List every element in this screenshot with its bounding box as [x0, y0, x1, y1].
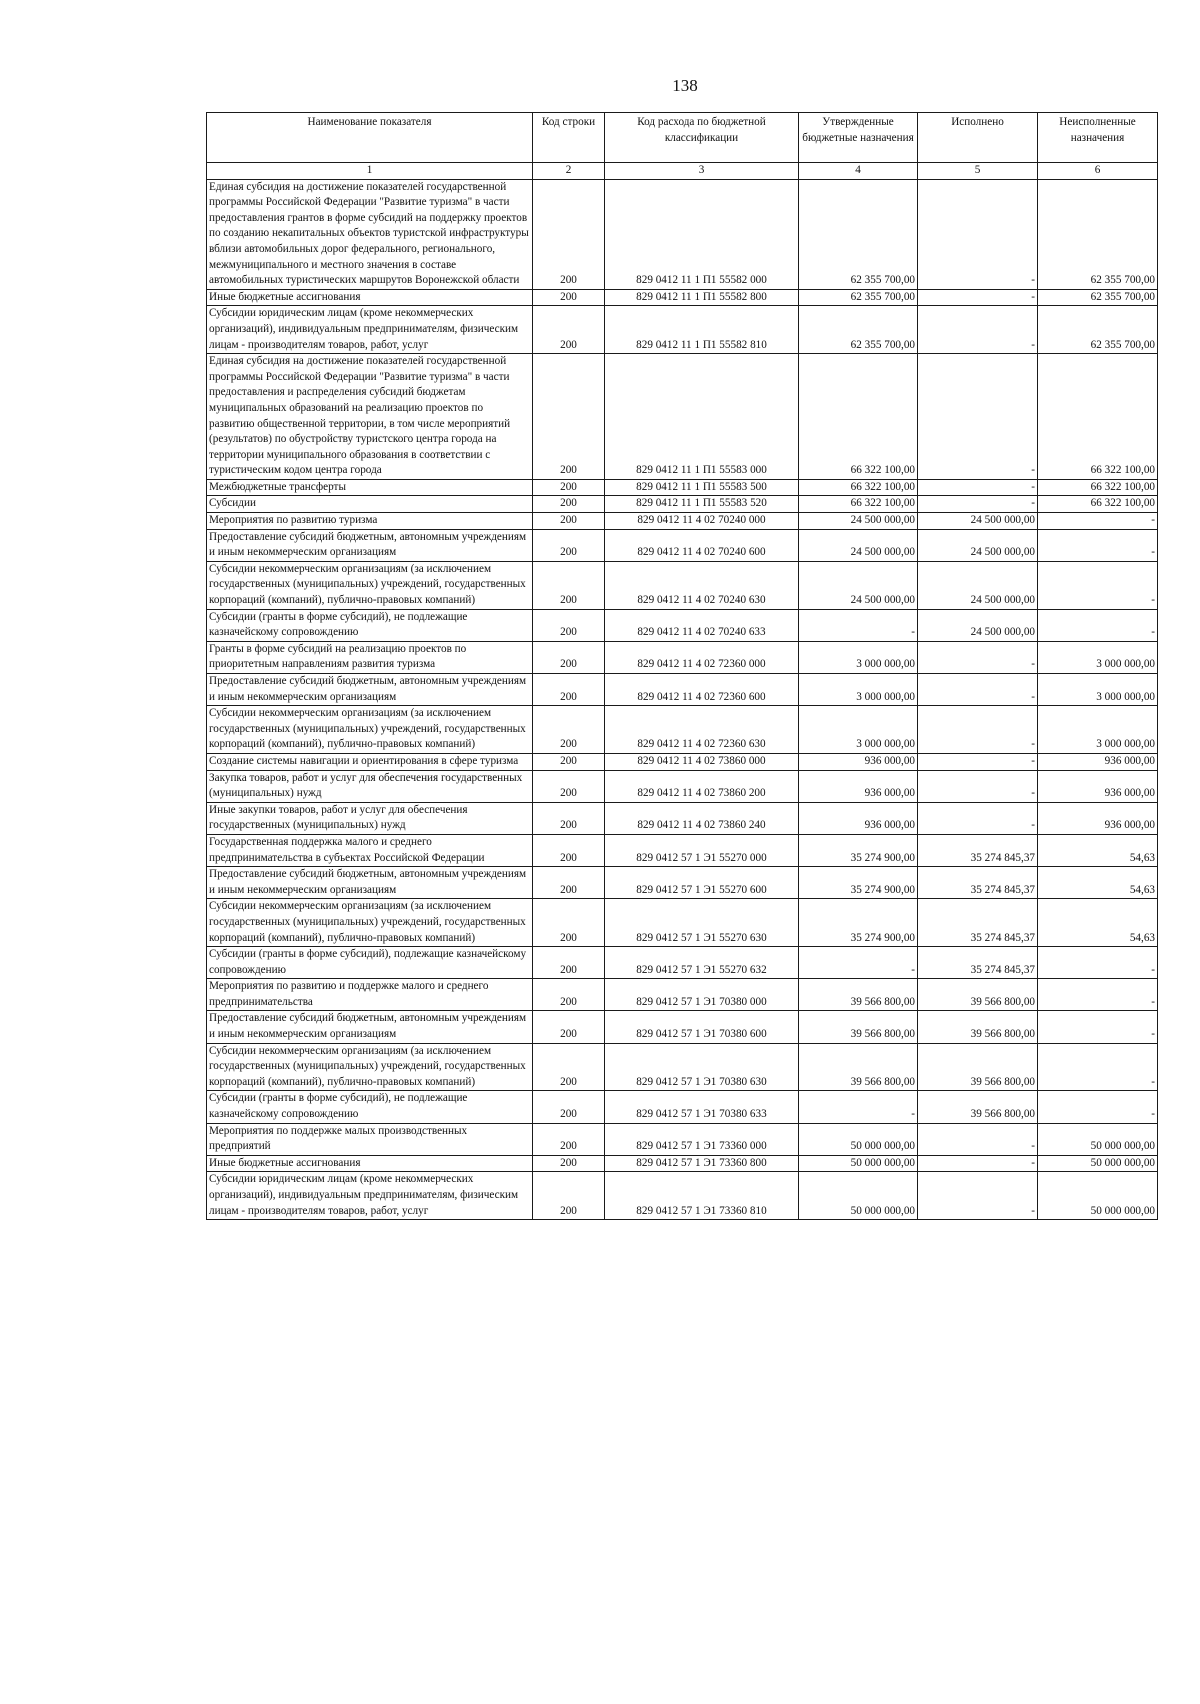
row-line-code-cell: 200	[533, 529, 605, 561]
row-approved-cell: 24 500 000,00	[799, 513, 918, 530]
row-line-code-cell: 200	[533, 770, 605, 802]
row-name-cell: Субсидии (гранты в форме субсидий), не подлежащие казначейскому сопровождению	[207, 1091, 533, 1123]
row-line-code-cell: 200	[533, 561, 605, 609]
row-line-code-cell: 200	[533, 674, 605, 706]
table-row	[207, 1155, 1158, 1172]
header-col-number: 2	[533, 163, 605, 180]
row-line-code-cell: 200	[533, 306, 605, 354]
row-unexecuted-cell: 936 000,00	[1038, 802, 1158, 834]
row-executed-cell: -	[918, 706, 1038, 754]
row-unexecuted-cell: 54,63	[1038, 834, 1158, 866]
row-unexecuted-cell: -	[1038, 609, 1158, 641]
row-unexecuted-cell: -	[1038, 513, 1158, 530]
table-row	[207, 1091, 1158, 1123]
header-indicator-name: Наименование показателя	[207, 113, 533, 163]
row-name-cell: Предоставление субсидий бюджетным, автономным учреждениям и иным некоммерческим организациям	[207, 529, 533, 561]
header-unexecuted: Неисполненные назначения	[1038, 113, 1158, 163]
row-line-code-cell: 200	[533, 641, 605, 673]
table-row	[207, 1043, 1158, 1091]
row-approved-cell: -	[799, 947, 918, 979]
table-row	[207, 947, 1158, 979]
table-row	[207, 529, 1158, 561]
row-approved-cell: -	[799, 1091, 918, 1123]
row-name-cell: Предоставление субсидий бюджетным, автономным учреждениям и иным некоммерческим организациям	[207, 867, 533, 899]
row-unexecuted-cell: 66 322 100,00	[1038, 479, 1158, 496]
row-approved-cell: 66 322 100,00	[799, 479, 918, 496]
row-executed-cell: 24 500 000,00	[918, 561, 1038, 609]
row-unexecuted-cell: -	[1038, 561, 1158, 609]
row-approved-cell: 50 000 000,00	[799, 1172, 918, 1220]
table-row	[207, 513, 1158, 530]
row-budget-code-cell: 829 0412 11 1 П1 55582 810	[605, 306, 799, 354]
row-name-cell: Гранты в форме субсидий на реализацию проектов по приоритетным направлениям развития туризма	[207, 641, 533, 673]
row-name-cell: Субсидии (гранты в форме субсидий), подлежащие казначейскому сопровождению	[207, 947, 533, 979]
row-name-cell: Иные закупки товаров, работ и услуг для обеспечения государственных (муниципальных) нужд	[207, 802, 533, 834]
row-line-code-cell: 200	[533, 867, 605, 899]
row-approved-cell: 3 000 000,00	[799, 641, 918, 673]
row-name-cell: Единая субсидия на достижение показателей государственной программы Российской Федерации "Развитие туризма" в части предоставления и распределения субсидий бюджетам муниципальных образований на реализацию проектов по развитию общественной территории, в том числе мероприятий (результатов) по обустройству туристского центра города на территории муниципального образования в соответствии с туристическим кодом центра города	[207, 354, 533, 480]
row-executed-cell: 35 274 845,37	[918, 947, 1038, 979]
row-name-cell: Межбюджетные трансферты	[207, 479, 533, 496]
row-unexecuted-cell: -	[1038, 1043, 1158, 1091]
row-budget-code-cell: 829 0412 57 1 Э1 55270 630	[605, 899, 799, 947]
row-unexecuted-cell: 62 355 700,00	[1038, 179, 1158, 289]
row-executed-cell: -	[918, 354, 1038, 480]
table-row	[207, 496, 1158, 513]
row-executed-cell: 39 566 800,00	[918, 1091, 1038, 1123]
row-approved-cell: -	[799, 609, 918, 641]
row-unexecuted-cell: 50 000 000,00	[1038, 1155, 1158, 1172]
row-budget-code-cell: 829 0412 57 1 Э1 70380 600	[605, 1011, 799, 1043]
header-approved: Утвержденные бюджетные назначения	[799, 113, 918, 163]
row-approved-cell: 35 274 900,00	[799, 899, 918, 947]
row-line-code-cell: 200	[533, 1172, 605, 1220]
row-approved-cell: 62 355 700,00	[799, 306, 918, 354]
row-unexecuted-cell: -	[1038, 529, 1158, 561]
row-approved-cell: 24 500 000,00	[799, 561, 918, 609]
row-budget-code-cell: 829 0412 11 1 П1 55582 800	[605, 289, 799, 306]
row-approved-cell: 50 000 000,00	[799, 1123, 918, 1155]
row-executed-cell: -	[918, 289, 1038, 306]
row-name-cell: Мероприятия по развитию и поддержке малого и среднего предпринимательства	[207, 979, 533, 1011]
page-number: 138	[672, 76, 698, 95]
row-line-code-cell: 200	[533, 179, 605, 289]
row-executed-cell: -	[918, 641, 1038, 673]
row-budget-code-cell: 829 0412 11 4 02 72360 630	[605, 706, 799, 754]
row-budget-code-cell: 829 0412 57 1 Э1 70380 633	[605, 1091, 799, 1123]
header-budget-code: Код расхода по бюджетной классификации	[605, 113, 799, 163]
row-unexecuted-cell: 50 000 000,00	[1038, 1172, 1158, 1220]
table-row	[207, 834, 1158, 866]
row-executed-cell: 24 500 000,00	[918, 513, 1038, 530]
row-line-code-cell: 200	[533, 609, 605, 641]
row-budget-code-cell: 829 0412 11 4 02 73860 200	[605, 770, 799, 802]
row-budget-code-cell: 829 0412 11 4 02 73860 240	[605, 802, 799, 834]
row-budget-code-cell: 829 0412 11 1 П1 55583 520	[605, 496, 799, 513]
row-budget-code-cell: 829 0412 11 4 02 72360 600	[605, 674, 799, 706]
row-executed-cell: -	[918, 1172, 1038, 1220]
table-row	[207, 802, 1158, 834]
row-name-cell: Мероприятия по поддержке малых производственных предприятий	[207, 1123, 533, 1155]
row-line-code-cell: 200	[533, 1011, 605, 1043]
row-unexecuted-cell: 50 000 000,00	[1038, 1123, 1158, 1155]
row-approved-cell: 66 322 100,00	[799, 496, 918, 513]
row-executed-cell: 35 274 845,37	[918, 899, 1038, 947]
row-approved-cell: 936 000,00	[799, 753, 918, 770]
row-unexecuted-cell: 62 355 700,00	[1038, 289, 1158, 306]
row-line-code-cell: 200	[533, 899, 605, 947]
row-approved-cell: 66 322 100,00	[799, 354, 918, 480]
row-executed-cell: 39 566 800,00	[918, 1043, 1038, 1091]
row-name-cell: Единая субсидия на достижение показателей государственной программы Российской Федерации "Развитие туризма" в части предоставления грантов в форме субсидий на поддержку проектов по созданию некапитальных объектов туристской инфраструктуры вблизи автомобильных дорог федерального, регионального, межмуниципального и местного значения в составе автомобильных туристических маршрутов Воронежской области	[207, 179, 533, 289]
row-name-cell: Субсидии юридическим лицам (кроме некоммерческих организаций), индивидуальным предпринимателям, физическим лицам - производителям товаров, работ, услуг	[207, 1172, 533, 1220]
row-executed-cell: -	[918, 496, 1038, 513]
row-line-code-cell: 200	[533, 354, 605, 480]
row-unexecuted-cell: 936 000,00	[1038, 753, 1158, 770]
table-row	[207, 979, 1158, 1011]
table-row	[207, 753, 1158, 770]
row-line-code-cell: 200	[533, 1123, 605, 1155]
row-line-code-cell: 200	[533, 479, 605, 496]
table-row	[207, 179, 1158, 289]
row-name-cell: Закупка товаров, работ и услуг для обеспечения государственных (муниципальных) нужд	[207, 770, 533, 802]
row-approved-cell: 39 566 800,00	[799, 1011, 918, 1043]
table-row	[207, 706, 1158, 754]
row-executed-cell: -	[918, 1155, 1038, 1172]
row-name-cell: Иные бюджетные ассигнования	[207, 289, 533, 306]
row-budget-code-cell: 829 0412 57 1 Э1 55270 000	[605, 834, 799, 866]
row-executed-cell: -	[918, 753, 1038, 770]
row-unexecuted-cell: 3 000 000,00	[1038, 674, 1158, 706]
row-approved-cell: 936 000,00	[799, 802, 918, 834]
table-row	[207, 770, 1158, 802]
row-executed-cell: -	[918, 674, 1038, 706]
row-line-code-cell: 200	[533, 289, 605, 306]
header-col-number: 1	[207, 163, 533, 180]
row-budget-code-cell: 829 0412 11 1 П1 55582 000	[605, 179, 799, 289]
row-approved-cell: 936 000,00	[799, 770, 918, 802]
row-unexecuted-cell: -	[1038, 947, 1158, 979]
table-row	[207, 1123, 1158, 1155]
row-name-cell: Субсидии некоммерческим организациям (за исключением государственных (муниципальных) учреждений, государственных корпораций (компаний), публично-правовых компаний)	[207, 561, 533, 609]
row-name-cell: Предоставление субсидий бюджетным, автономным учреждениям и иным некоммерческим организациям	[207, 1011, 533, 1043]
row-budget-code-cell: 829 0412 57 1 Э1 73360 810	[605, 1172, 799, 1220]
row-approved-cell: 3 000 000,00	[799, 674, 918, 706]
row-approved-cell: 35 274 900,00	[799, 834, 918, 866]
row-budget-code-cell: 829 0412 11 4 02 72360 000	[605, 641, 799, 673]
table-row	[207, 561, 1158, 609]
row-approved-cell: 50 000 000,00	[799, 1155, 918, 1172]
table-row	[207, 641, 1158, 673]
table-row	[207, 479, 1158, 496]
row-name-cell: Субсидии (гранты в форме субсидий), не подлежащие казначейскому сопровождению	[207, 609, 533, 641]
row-unexecuted-cell: 3 000 000,00	[1038, 641, 1158, 673]
row-budget-code-cell: 829 0412 57 1 Э1 73360 800	[605, 1155, 799, 1172]
row-name-cell: Субсидии некоммерческим организациям (за исключением государственных (муниципальных) учреждений, государственных корпораций (компаний), публично-правовых компаний)	[207, 706, 533, 754]
row-budget-code-cell: 829 0412 11 1 П1 55583 000	[605, 354, 799, 480]
row-unexecuted-cell: 936 000,00	[1038, 770, 1158, 802]
row-approved-cell: 35 274 900,00	[799, 867, 918, 899]
row-approved-cell: 3 000 000,00	[799, 706, 918, 754]
row-budget-code-cell: 829 0412 57 1 Э1 70380 000	[605, 979, 799, 1011]
table-row	[207, 899, 1158, 947]
header-line-code: Код строки	[533, 113, 605, 163]
row-unexecuted-cell: -	[1038, 1091, 1158, 1123]
row-line-code-cell: 200	[533, 979, 605, 1011]
row-executed-cell: -	[918, 1123, 1038, 1155]
row-approved-cell: 24 500 000,00	[799, 529, 918, 561]
row-executed-cell: -	[918, 770, 1038, 802]
row-unexecuted-cell: 66 322 100,00	[1038, 496, 1158, 513]
row-executed-cell: 39 566 800,00	[918, 1011, 1038, 1043]
header-executed: Исполнено	[918, 113, 1038, 163]
row-line-code-cell: 200	[533, 753, 605, 770]
row-budget-code-cell: 829 0412 57 1 Э1 73360 000	[605, 1123, 799, 1155]
row-line-code-cell: 200	[533, 802, 605, 834]
row-unexecuted-cell: 66 322 100,00	[1038, 354, 1158, 480]
row-budget-code-cell: 829 0412 11 4 02 70240 600	[605, 529, 799, 561]
row-budget-code-cell: 829 0412 57 1 Э1 70380 630	[605, 1043, 799, 1091]
row-line-code-cell: 200	[533, 496, 605, 513]
row-approved-cell: 39 566 800,00	[799, 1043, 918, 1091]
row-line-code-cell: 200	[533, 947, 605, 979]
row-name-cell: Субсидии	[207, 496, 533, 513]
row-budget-code-cell: 829 0412 11 4 02 70240 633	[605, 609, 799, 641]
row-name-cell: Субсидии некоммерческим организациям (за исключением государственных (муниципальных) учреждений, государственных корпораций (компаний), публично-правовых компаний)	[207, 899, 533, 947]
row-unexecuted-cell: -	[1038, 979, 1158, 1011]
row-budget-code-cell: 829 0412 11 4 02 70240 630	[605, 561, 799, 609]
row-budget-code-cell: 829 0412 11 4 02 73860 000	[605, 753, 799, 770]
header-col-number: 4	[799, 163, 918, 180]
row-unexecuted-cell: -	[1038, 1011, 1158, 1043]
row-executed-cell: -	[918, 306, 1038, 354]
row-approved-cell: 39 566 800,00	[799, 979, 918, 1011]
table-row	[207, 1011, 1158, 1043]
row-line-code-cell: 200	[533, 513, 605, 530]
row-approved-cell: 62 355 700,00	[799, 179, 918, 289]
row-executed-cell: 24 500 000,00	[918, 609, 1038, 641]
budget-execution-table	[206, 112, 1158, 1220]
table-row	[207, 674, 1158, 706]
row-approved-cell: 62 355 700,00	[799, 289, 918, 306]
row-line-code-cell: 200	[533, 1091, 605, 1123]
row-budget-code-cell: 829 0412 57 1 Э1 55270 632	[605, 947, 799, 979]
row-executed-cell: -	[918, 802, 1038, 834]
row-executed-cell: -	[918, 479, 1038, 496]
row-executed-cell: 35 274 845,37	[918, 834, 1038, 866]
row-line-code-cell: 200	[533, 1155, 605, 1172]
row-line-code-cell: 200	[533, 706, 605, 754]
row-name-cell: Субсидии некоммерческим организациям (за исключением государственных (муниципальных) учреждений, государственных корпораций (компаний), публично-правовых компаний)	[207, 1043, 533, 1091]
row-budget-code-cell: 829 0412 57 1 Э1 55270 600	[605, 867, 799, 899]
table-row	[207, 289, 1158, 306]
header-col-number: 6	[1038, 163, 1158, 180]
row-executed-cell: -	[918, 179, 1038, 289]
row-budget-code-cell: 829 0412 11 1 П1 55583 500	[605, 479, 799, 496]
header-col-number: 5	[918, 163, 1038, 180]
table-row	[207, 609, 1158, 641]
row-name-cell: Создание системы навигации и ориентирования в сфере туризма	[207, 753, 533, 770]
table-row	[207, 354, 1158, 480]
row-name-cell: Субсидии юридическим лицам (кроме некоммерческих организаций), индивидуальным предпринимателям, физическим лицам - производителям товаров, работ, услуг	[207, 306, 533, 354]
row-executed-cell: 24 500 000,00	[918, 529, 1038, 561]
table-row	[207, 1172, 1158, 1220]
row-unexecuted-cell: 54,63	[1038, 899, 1158, 947]
row-line-code-cell: 200	[533, 1043, 605, 1091]
row-executed-cell: 35 274 845,37	[918, 867, 1038, 899]
row-name-cell: Иные бюджетные ассигнования	[207, 1155, 533, 1172]
row-name-cell: Государственная поддержка малого и среднего предпринимательства в субъектах Российской Федерации	[207, 834, 533, 866]
table-row	[207, 867, 1158, 899]
row-line-code-cell: 200	[533, 834, 605, 866]
row-name-cell: Мероприятия по развитию туризма	[207, 513, 533, 530]
row-name-cell: Предоставление субсидий бюджетным, автономным учреждениям и иным некоммерческим организациям	[207, 674, 533, 706]
row-budget-code-cell: 829 0412 11 4 02 70240 000	[605, 513, 799, 530]
row-unexecuted-cell: 3 000 000,00	[1038, 706, 1158, 754]
row-unexecuted-cell: 54,63	[1038, 867, 1158, 899]
row-unexecuted-cell: 62 355 700,00	[1038, 306, 1158, 354]
table-row	[207, 306, 1158, 354]
row-executed-cell: 39 566 800,00	[918, 979, 1038, 1011]
header-col-number: 3	[605, 163, 799, 180]
